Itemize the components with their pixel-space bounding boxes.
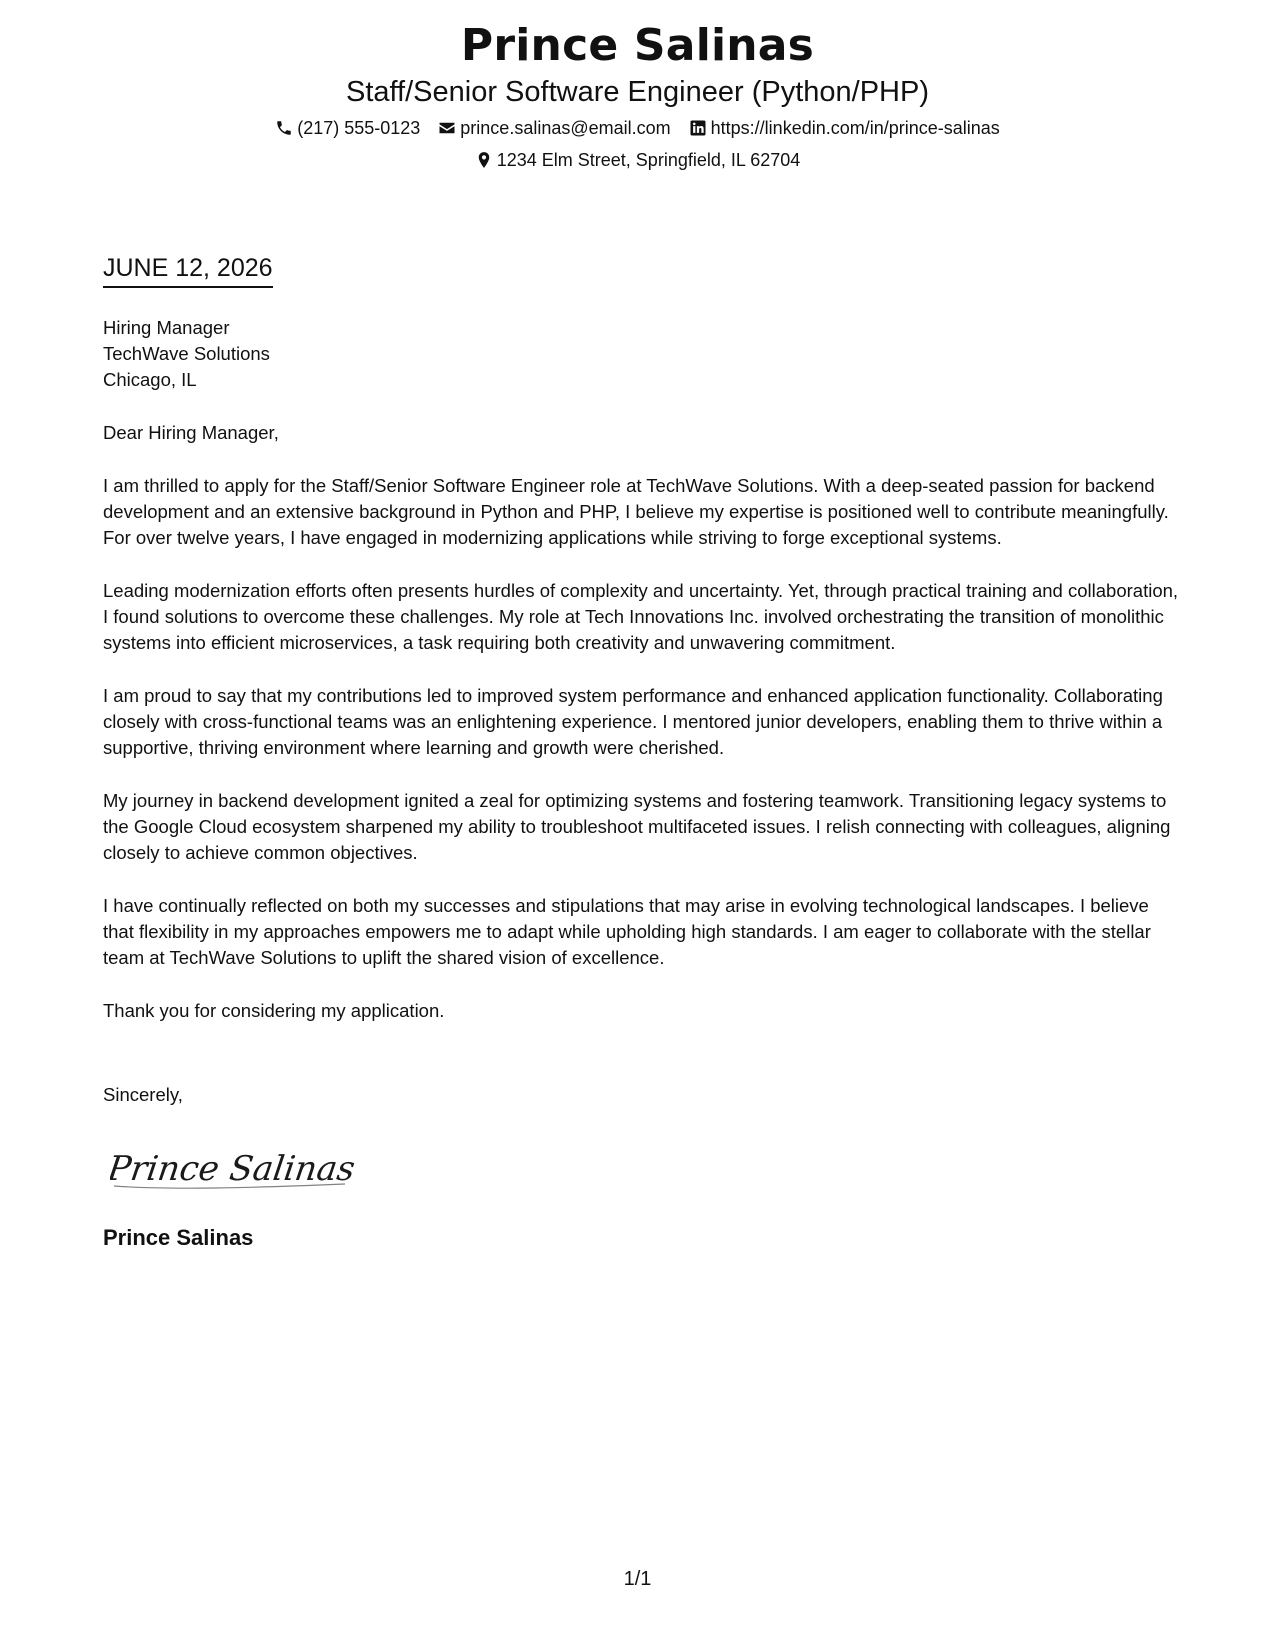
recipient-line: Chicago, IL xyxy=(103,369,197,390)
handwritten-signature xyxy=(110,1140,360,1196)
recipient-line: TechWave Solutions xyxy=(103,343,270,364)
envelope-icon xyxy=(438,119,456,137)
contact-address xyxy=(475,148,801,172)
recipient-line: Hiring Manager xyxy=(103,317,230,338)
contact-row-primary xyxy=(0,116,1275,140)
closing: Sincerely, xyxy=(103,1084,183,1105)
address-text: 1234 Elm Street, Springfield, IL 62704 xyxy=(496,150,801,170)
contact-linkedin[interactable] xyxy=(689,116,1000,140)
recipient-block xyxy=(103,315,270,393)
body-paragraph: Thank you for considering my application. xyxy=(103,1000,445,1021)
linkedin-icon xyxy=(689,119,707,137)
letter-date-block xyxy=(103,252,273,288)
svg-text:Prince Salinas: Prince Salinas xyxy=(110,1149,358,1189)
body-paragraph: My journey in backend development ignited a zeal for optimizing systems and fostering teamwork. Transitioning legacy systems to the Google Cloud ecosystem sharpened my ability to troubleshoot multifaceted issues. I relish connecting with colleagues, aligning closely to achieve common objectives. xyxy=(103,790,1171,863)
contact-email[interactable] xyxy=(438,116,670,140)
phone-text: (217) 555-0123 xyxy=(297,118,421,138)
applicant-job-title: Staff/Senior Software Engineer (Python/PHP) xyxy=(346,76,929,108)
phone-icon xyxy=(275,119,293,137)
body-paragraph: I am proud to say that my contributions led to improved system performance and enhanced application functionality. Collaborating closely with cross-functional teams was an enlightening experience. I mentored junior developers, enabling them to thrive within a supportive, thriving environment where learning and growth were cherished. xyxy=(103,685,1163,758)
contact-row-address xyxy=(0,148,1275,172)
applicant-name: Prince Salinas xyxy=(460,20,815,71)
letter-body xyxy=(103,420,1183,1051)
body-paragraph: I have continually reflected on both my successes and stipulations that may arise in evolving technological landscapes. I believe that flexibility in my approaches empowers me to adapt while upholding high standards. I am eager to collaborate with the stellar team at TechWave Solutions to uplift the shared vision of excellence. xyxy=(103,895,1151,968)
body-paragraph: Leading modernization efforts often presents hurdles of complexity and uncertainty. Yet, through practical training and collaboration, I found solutions to overcome these challenges. My role at Tech Innovations Inc. involved orchestrating the transition of monolithic systems into efficient microservices, a task requiring both creativity and unwavering commitment. xyxy=(103,580,1179,653)
salutation: Dear Hiring Manager, xyxy=(103,422,279,443)
page-number: 1/1 xyxy=(623,1568,652,1590)
linkedin-text[interactable]: https://linkedin.com/in/prince-salinas xyxy=(710,118,1000,138)
contact-phone xyxy=(275,116,420,140)
letter-header xyxy=(0,20,1275,172)
letter-date: JUNE 12, 2026 xyxy=(103,252,273,288)
body-paragraph: I am thrilled to apply for the Staff/Senior Software Engineer role at TechWave Solutions. With a deep-seated passion for backend development and an extensive background in Python and PHP, I believe my expertise is positioned well to contribute meaningfully. For over twelve years, I have engaged in modernizing applications while striving to forge exceptional systems. xyxy=(103,475,1169,548)
email-text[interactable]: prince.salinas@email.com xyxy=(460,118,671,138)
map-pin-icon xyxy=(475,151,493,169)
signer-name: Prince Salinas xyxy=(103,1225,254,1250)
